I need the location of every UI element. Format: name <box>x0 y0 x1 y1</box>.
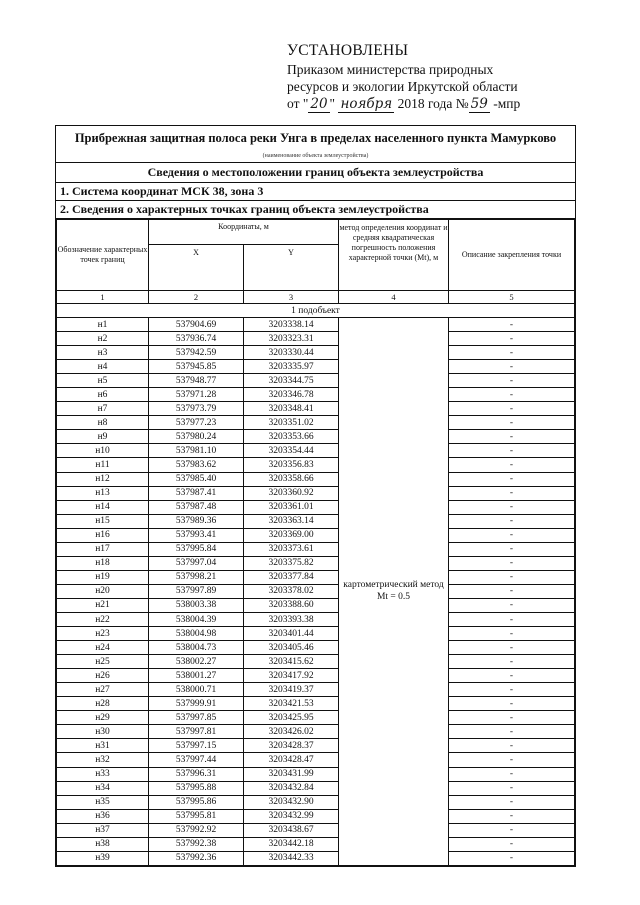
point-description: - <box>449 781 575 795</box>
table-row <box>57 430 575 444</box>
coord-y: 3203388.60 <box>244 598 339 612</box>
point-id: н6 <box>57 388 149 402</box>
point-id: н8 <box>57 416 149 430</box>
point-description: - <box>449 711 575 725</box>
point-id: н17 <box>57 542 149 556</box>
table-row <box>57 444 575 458</box>
point-id: н25 <box>57 655 149 669</box>
coord-y: 3203344.75 <box>244 374 339 388</box>
approval-date-line <box>287 95 617 113</box>
coord-y: 3203432.99 <box>244 809 339 823</box>
coord-x: 537999.91 <box>149 697 244 711</box>
coord-x: 537945.85 <box>149 360 244 374</box>
point-id: н39 <box>57 851 149 865</box>
point-id: н27 <box>57 683 149 697</box>
point-description: - <box>449 444 575 458</box>
point-description: - <box>449 598 575 612</box>
coord-x: 537998.21 <box>149 570 244 584</box>
point-id: н21 <box>57 598 149 612</box>
coord-y: 3203425.95 <box>244 711 339 725</box>
order-suffix: -мпр <box>493 96 521 111</box>
subobject-label: 1 подобъект <box>57 304 575 318</box>
coord-y: 3203442.18 <box>244 837 339 851</box>
coord-x: 538002.27 <box>149 655 244 669</box>
point-description: - <box>449 402 575 416</box>
point-description: - <box>449 627 575 641</box>
point-id: н11 <box>57 458 149 472</box>
coord-x: 537987.48 <box>149 500 244 514</box>
table-row <box>57 528 575 542</box>
coord-x: 537993.41 <box>149 528 244 542</box>
point-id: н20 <box>57 584 149 598</box>
coord-x: 537948.77 <box>149 374 244 388</box>
point-id: н2 <box>57 332 149 346</box>
point-description: - <box>449 360 575 374</box>
coord-y: 3203426.02 <box>244 725 339 739</box>
object-title: Прибрежная защитная полоса реки Унга в пределах населенного пункта Мамурково <box>74 131 557 145</box>
boundary-document <box>55 125 576 867</box>
coord-y: 3203346.78 <box>244 388 339 402</box>
method-cell: картометрический метод Mt = 0.5 <box>339 318 449 866</box>
table-row <box>57 669 575 683</box>
point-id: н31 <box>57 739 149 753</box>
coord-x: 537997.15 <box>149 739 244 753</box>
table-row <box>57 739 575 753</box>
coord-y: 3203375.82 <box>244 556 339 570</box>
approval-title: УСТАНОВЛЕНЫ <box>287 42 409 59</box>
table-row <box>57 570 575 584</box>
coord-x: 537973.79 <box>149 402 244 416</box>
point-id: н35 <box>57 795 149 809</box>
point-description: - <box>449 318 575 332</box>
point-description: - <box>449 823 575 837</box>
col-number: 3 <box>244 291 339 304</box>
coord-y: 3203338.14 <box>244 318 339 332</box>
point-id: н4 <box>57 360 149 374</box>
table-row <box>57 851 575 865</box>
table-row <box>57 753 575 767</box>
point-description: - <box>449 753 575 767</box>
table-row <box>57 781 575 795</box>
coord-x: 538001.27 <box>149 669 244 683</box>
point-id: н16 <box>57 528 149 542</box>
points-section-title: 2. Сведения о характерных точках границ объекта землеустройства <box>56 201 575 219</box>
point-id: н34 <box>57 781 149 795</box>
point-description: - <box>449 430 575 444</box>
section-heading: Сведения о местоположении границ объекта землеустройства <box>56 163 575 183</box>
coord-x: 537995.88 <box>149 781 244 795</box>
coordinate-system: 1. Система координат МСК 38, зона 3 <box>56 183 575 201</box>
table-row <box>57 641 575 655</box>
point-description: - <box>449 725 575 739</box>
coord-x: 537992.36 <box>149 851 244 865</box>
object-subtitle: (наименование объекта землеустройства) <box>56 149 575 163</box>
point-id: н37 <box>57 823 149 837</box>
coord-x: 537985.40 <box>149 472 244 486</box>
date-mid: " <box>329 96 336 111</box>
coord-x: 537992.92 <box>149 823 244 837</box>
table-row <box>57 472 575 486</box>
point-id: н13 <box>57 486 149 500</box>
point-id: н32 <box>57 753 149 767</box>
approval-header <box>287 42 617 113</box>
approval-line-1: Приказом министерства природных <box>287 62 494 77</box>
point-id: н18 <box>57 556 149 570</box>
date-prefix: от " <box>287 96 309 111</box>
coord-x: 537904.69 <box>149 318 244 332</box>
point-description: - <box>449 556 575 570</box>
point-id: н7 <box>57 402 149 416</box>
coord-x: 537942.59 <box>149 346 244 360</box>
coord-y: 3203417.92 <box>244 669 339 683</box>
point-id: н19 <box>57 570 149 584</box>
point-id: н23 <box>57 627 149 641</box>
point-id: н33 <box>57 767 149 781</box>
table-row <box>57 584 575 598</box>
point-description: - <box>449 346 575 360</box>
col-header-coords: Координаты, м <box>149 220 339 245</box>
coord-y: 3203428.47 <box>244 753 339 767</box>
table-row <box>57 795 575 809</box>
point-description: - <box>449 514 575 528</box>
col-header-point: Обозначение характерных точек границ <box>57 220 149 291</box>
coord-y: 3203369.00 <box>244 528 339 542</box>
point-id: н24 <box>57 641 149 655</box>
coord-y: 3203393.38 <box>244 612 339 626</box>
coordinates-table <box>56 219 575 866</box>
coord-x: 537997.44 <box>149 753 244 767</box>
table-row <box>57 809 575 823</box>
date-month: ноября <box>340 96 393 112</box>
coord-y: 3203432.90 <box>244 795 339 809</box>
point-id: н30 <box>57 725 149 739</box>
table-row <box>57 655 575 669</box>
table-row <box>57 823 575 837</box>
coord-x: 537995.84 <box>149 542 244 556</box>
table-row <box>57 697 575 711</box>
approval-line-2: ресурсов и экологии Иркутской области <box>287 79 518 94</box>
coord-y: 3203415.62 <box>244 655 339 669</box>
table-row <box>57 514 575 528</box>
table-row <box>57 332 575 346</box>
coord-x: 537936.74 <box>149 332 244 346</box>
point-description: - <box>449 739 575 753</box>
point-description: - <box>449 641 575 655</box>
point-id: н36 <box>57 809 149 823</box>
table-row <box>57 556 575 570</box>
coord-x: 538004.73 <box>149 641 244 655</box>
date-year: 2018 года № <box>397 96 469 111</box>
coord-y: 3203360.92 <box>244 486 339 500</box>
point-description: - <box>449 809 575 823</box>
point-description: - <box>449 542 575 556</box>
table-row <box>57 711 575 725</box>
coord-y: 3203419.37 <box>244 683 339 697</box>
point-description: - <box>449 795 575 809</box>
point-id: н22 <box>57 612 149 626</box>
point-description: - <box>449 767 575 781</box>
coord-x: 537983.62 <box>149 458 244 472</box>
table-row <box>57 612 575 626</box>
table-row <box>57 683 575 697</box>
point-id: н12 <box>57 472 149 486</box>
point-id: н3 <box>57 346 149 360</box>
coord-y: 3203405.46 <box>244 641 339 655</box>
table-row <box>57 500 575 514</box>
table-row <box>57 486 575 500</box>
coord-y: 3203335.97 <box>244 360 339 374</box>
point-description: - <box>449 528 575 542</box>
coord-y: 3203363.14 <box>244 514 339 528</box>
point-id: н15 <box>57 514 149 528</box>
table-row <box>57 388 575 402</box>
point-id: н38 <box>57 837 149 851</box>
point-id: н5 <box>57 374 149 388</box>
point-description: - <box>449 458 575 472</box>
coord-x: 538004.98 <box>149 627 244 641</box>
point-description: - <box>449 416 575 430</box>
table-row <box>57 458 575 472</box>
coord-y: 3203356.83 <box>244 458 339 472</box>
col-number: 1 <box>57 291 149 304</box>
coord-y: 3203323.31 <box>244 332 339 346</box>
coord-x: 537997.04 <box>149 556 244 570</box>
table-row <box>57 360 575 374</box>
coord-y: 3203361.01 <box>244 500 339 514</box>
coord-x: 537995.86 <box>149 795 244 809</box>
coord-x: 537980.24 <box>149 430 244 444</box>
coord-y: 3203348.41 <box>244 402 339 416</box>
table-row <box>57 402 575 416</box>
col-header-method: метод определения координат и средняя квадратическая погрешность положения характерной точки (Mt), м <box>339 220 449 291</box>
point-description: - <box>449 472 575 486</box>
coord-y: 3203358.66 <box>244 472 339 486</box>
point-id: н14 <box>57 500 149 514</box>
col-number: 4 <box>339 291 449 304</box>
point-description: - <box>449 584 575 598</box>
point-id: н1 <box>57 318 149 332</box>
point-description: - <box>449 669 575 683</box>
point-description: - <box>449 332 575 346</box>
coord-y: 3203377.84 <box>244 570 339 584</box>
col-header-x: X <box>149 245 244 291</box>
coord-y: 3203428.37 <box>244 739 339 753</box>
table-row <box>57 725 575 739</box>
coord-x: 537997.85 <box>149 711 244 725</box>
coord-y: 3203421.53 <box>244 697 339 711</box>
coord-x: 537997.89 <box>149 584 244 598</box>
table-row <box>57 374 575 388</box>
point-id: н28 <box>57 697 149 711</box>
point-description: - <box>449 612 575 626</box>
point-description: - <box>449 570 575 584</box>
point-id: н29 <box>57 711 149 725</box>
coord-y: 3203353.66 <box>244 430 339 444</box>
table-row <box>57 837 575 851</box>
coord-y: 3203354.44 <box>244 444 339 458</box>
coordinates-body <box>57 318 575 866</box>
date-day: 20 <box>310 96 328 112</box>
coord-y: 3203351.02 <box>244 416 339 430</box>
table-row <box>57 767 575 781</box>
point-description: - <box>449 837 575 851</box>
coord-x: 538000.71 <box>149 683 244 697</box>
coord-y: 3203330.44 <box>244 346 339 360</box>
table-row <box>57 542 575 556</box>
col-header-desc: Описание закрепления точки <box>449 220 575 291</box>
coord-x: 537997.81 <box>149 725 244 739</box>
order-number: 59 <box>470 96 488 112</box>
point-description: - <box>449 697 575 711</box>
point-description: - <box>449 486 575 500</box>
point-description: - <box>449 388 575 402</box>
table-row <box>57 627 575 641</box>
col-number: 5 <box>449 291 575 304</box>
col-header-y: Y <box>244 245 339 291</box>
table-row <box>57 416 575 430</box>
point-description: - <box>449 500 575 514</box>
coord-y: 3203378.02 <box>244 584 339 598</box>
col-number: 2 <box>149 291 244 304</box>
point-description: - <box>449 655 575 669</box>
coord-x: 537992.38 <box>149 837 244 851</box>
coord-y: 3203438.67 <box>244 823 339 837</box>
coord-x: 537995.81 <box>149 809 244 823</box>
point-id: н10 <box>57 444 149 458</box>
point-id: н9 <box>57 430 149 444</box>
coord-x: 537971.28 <box>149 388 244 402</box>
coord-y: 3203373.61 <box>244 542 339 556</box>
coord-x: 537987.41 <box>149 486 244 500</box>
point-description: - <box>449 683 575 697</box>
coord-y: 3203431.99 <box>244 767 339 781</box>
coord-x: 537981.10 <box>149 444 244 458</box>
table-row <box>57 598 575 612</box>
point-id: н26 <box>57 669 149 683</box>
table-row <box>57 318 575 332</box>
coord-x: 537977.23 <box>149 416 244 430</box>
coord-x: 538003.38 <box>149 598 244 612</box>
coord-y: 3203401.44 <box>244 627 339 641</box>
table-row <box>57 346 575 360</box>
coord-x: 538004.39 <box>149 612 244 626</box>
point-description: - <box>449 374 575 388</box>
coord-x: 537989.36 <box>149 514 244 528</box>
coord-y: 3203442.33 <box>244 851 339 865</box>
coord-y: 3203432.84 <box>244 781 339 795</box>
point-description: - <box>449 851 575 865</box>
coord-x: 537996.31 <box>149 767 244 781</box>
